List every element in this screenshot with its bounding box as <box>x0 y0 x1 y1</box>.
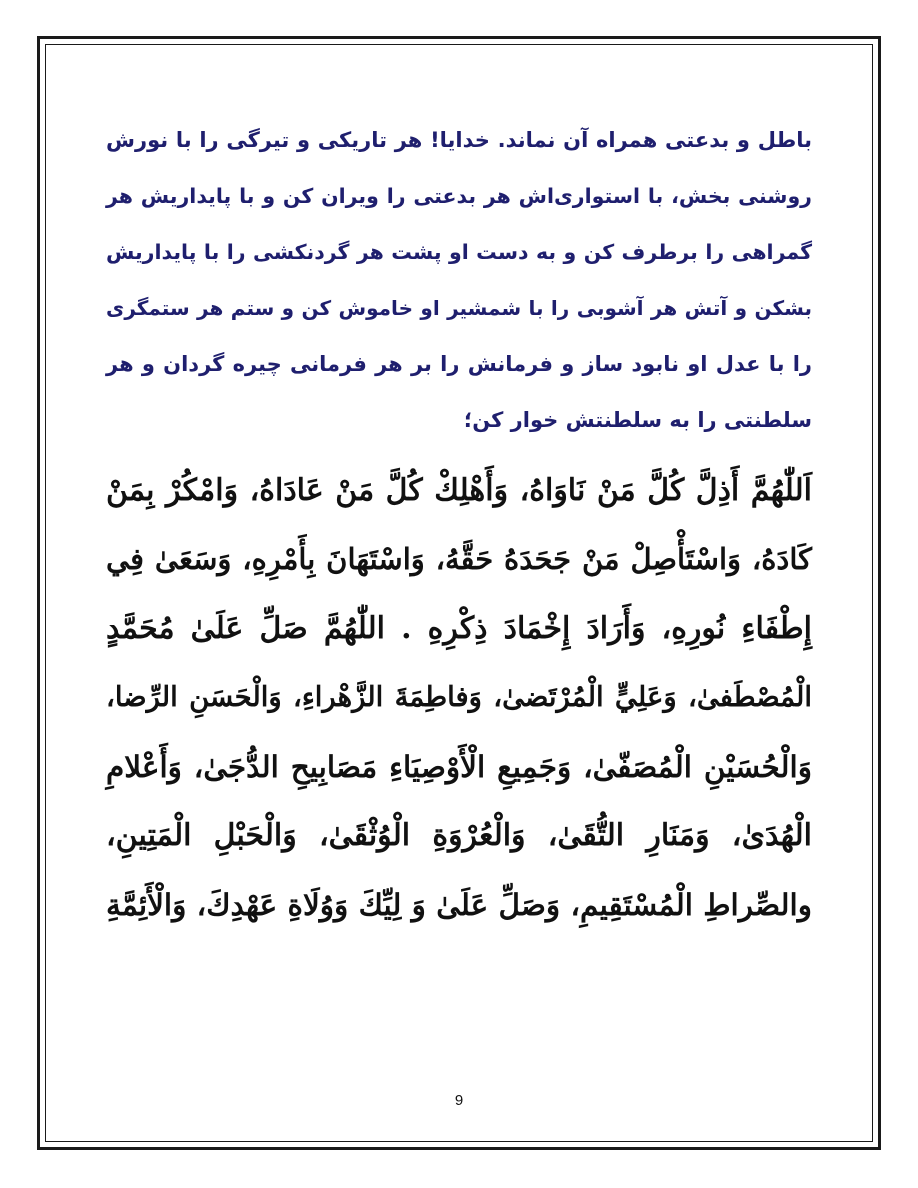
arabic-line: وَالْحُسَيْنِ الْمُصَفّىٰ، وَجَمِيعِ الْأَوْصِيَاءِ مَصَابِيحِ الدُّجَىٰ، وَأَعْلامِ <box>106 749 812 784</box>
persian-line: را با عدل او نابود ساز و فرمانش را بر هر فرمانی چیره گردان و هر <box>106 352 812 376</box>
persian-translation <box>106 112 812 448</box>
page-number: 9 <box>454 1092 464 1109</box>
arabic-line: إِطْفَاءِ نُورِهِ، وَأَرَادَ إِخْمَادَ ذِكْرِهِ . اللّٰهُمَّ صَلِّ عَلَىٰ مُحَمَّدٍ <box>106 611 812 646</box>
persian-line: گمراهی را برطرف کن و به دست او پشت هر گردنکشی را با پایداریش <box>106 240 812 264</box>
persian-line: سلطنتی را به سلطنتش خوار کن؛ <box>463 408 812 432</box>
persian-line: بشکن و آتش هر آشوبی را با شمشیر او خاموش کن و ستم هر ستمگری <box>106 296 812 320</box>
arabic-line: كَادَهُ، وَاسْتَأْصِلْ مَنْ جَحَدَهُ حَقَّهُ، وَاسْتَهَانَ بِأَمْرِهِ، وَسَعَىٰ فِي <box>106 542 812 576</box>
arabic-line: الْهُدَىٰ، وَمَنَارِ التُّقَىٰ، وَالْعُرْوَةِ الْوُثْقَىٰ، وَالْحَبْلِ الْمَتِينِ، <box>106 818 812 853</box>
arabic-line: الْمُصْطَفىٰ، وَعَلِيٍّ الْمُرْتَضىٰ، وَفاطِمَةَ الزَّهْراءِ، وَالْحَسَنِ الرِّضا، <box>106 681 812 713</box>
page-content <box>106 112 812 939</box>
persian-line: باطل و بدعتی همراه آن نماند. خدایا! هر تاریکی و تیرگی را با نورش <box>106 128 812 152</box>
arabic-line: والصِّراطِ الْمُسْتَقِيمِ، وَصَلِّ عَلَىٰ وَ لِيِّكَ وَوُلَاةِ عَهْدِكَ، وَالْأَئِمَّةِ <box>106 887 812 922</box>
persian-line: روشنی بخش، با استواری‌اش هر بدعتی را ویران کن و با پایداریش هر <box>106 184 812 208</box>
arabic-line: اَللّٰهُمَّ أَذِلَّ كُلَّ مَنْ نَاوَاهُ، وَأَهْلِكْ كُلَّ مَنْ عَادَاهُ، وَامْكُرْ بِمَنْ <box>106 473 812 508</box>
arabic-prayer-text <box>106 456 812 939</box>
